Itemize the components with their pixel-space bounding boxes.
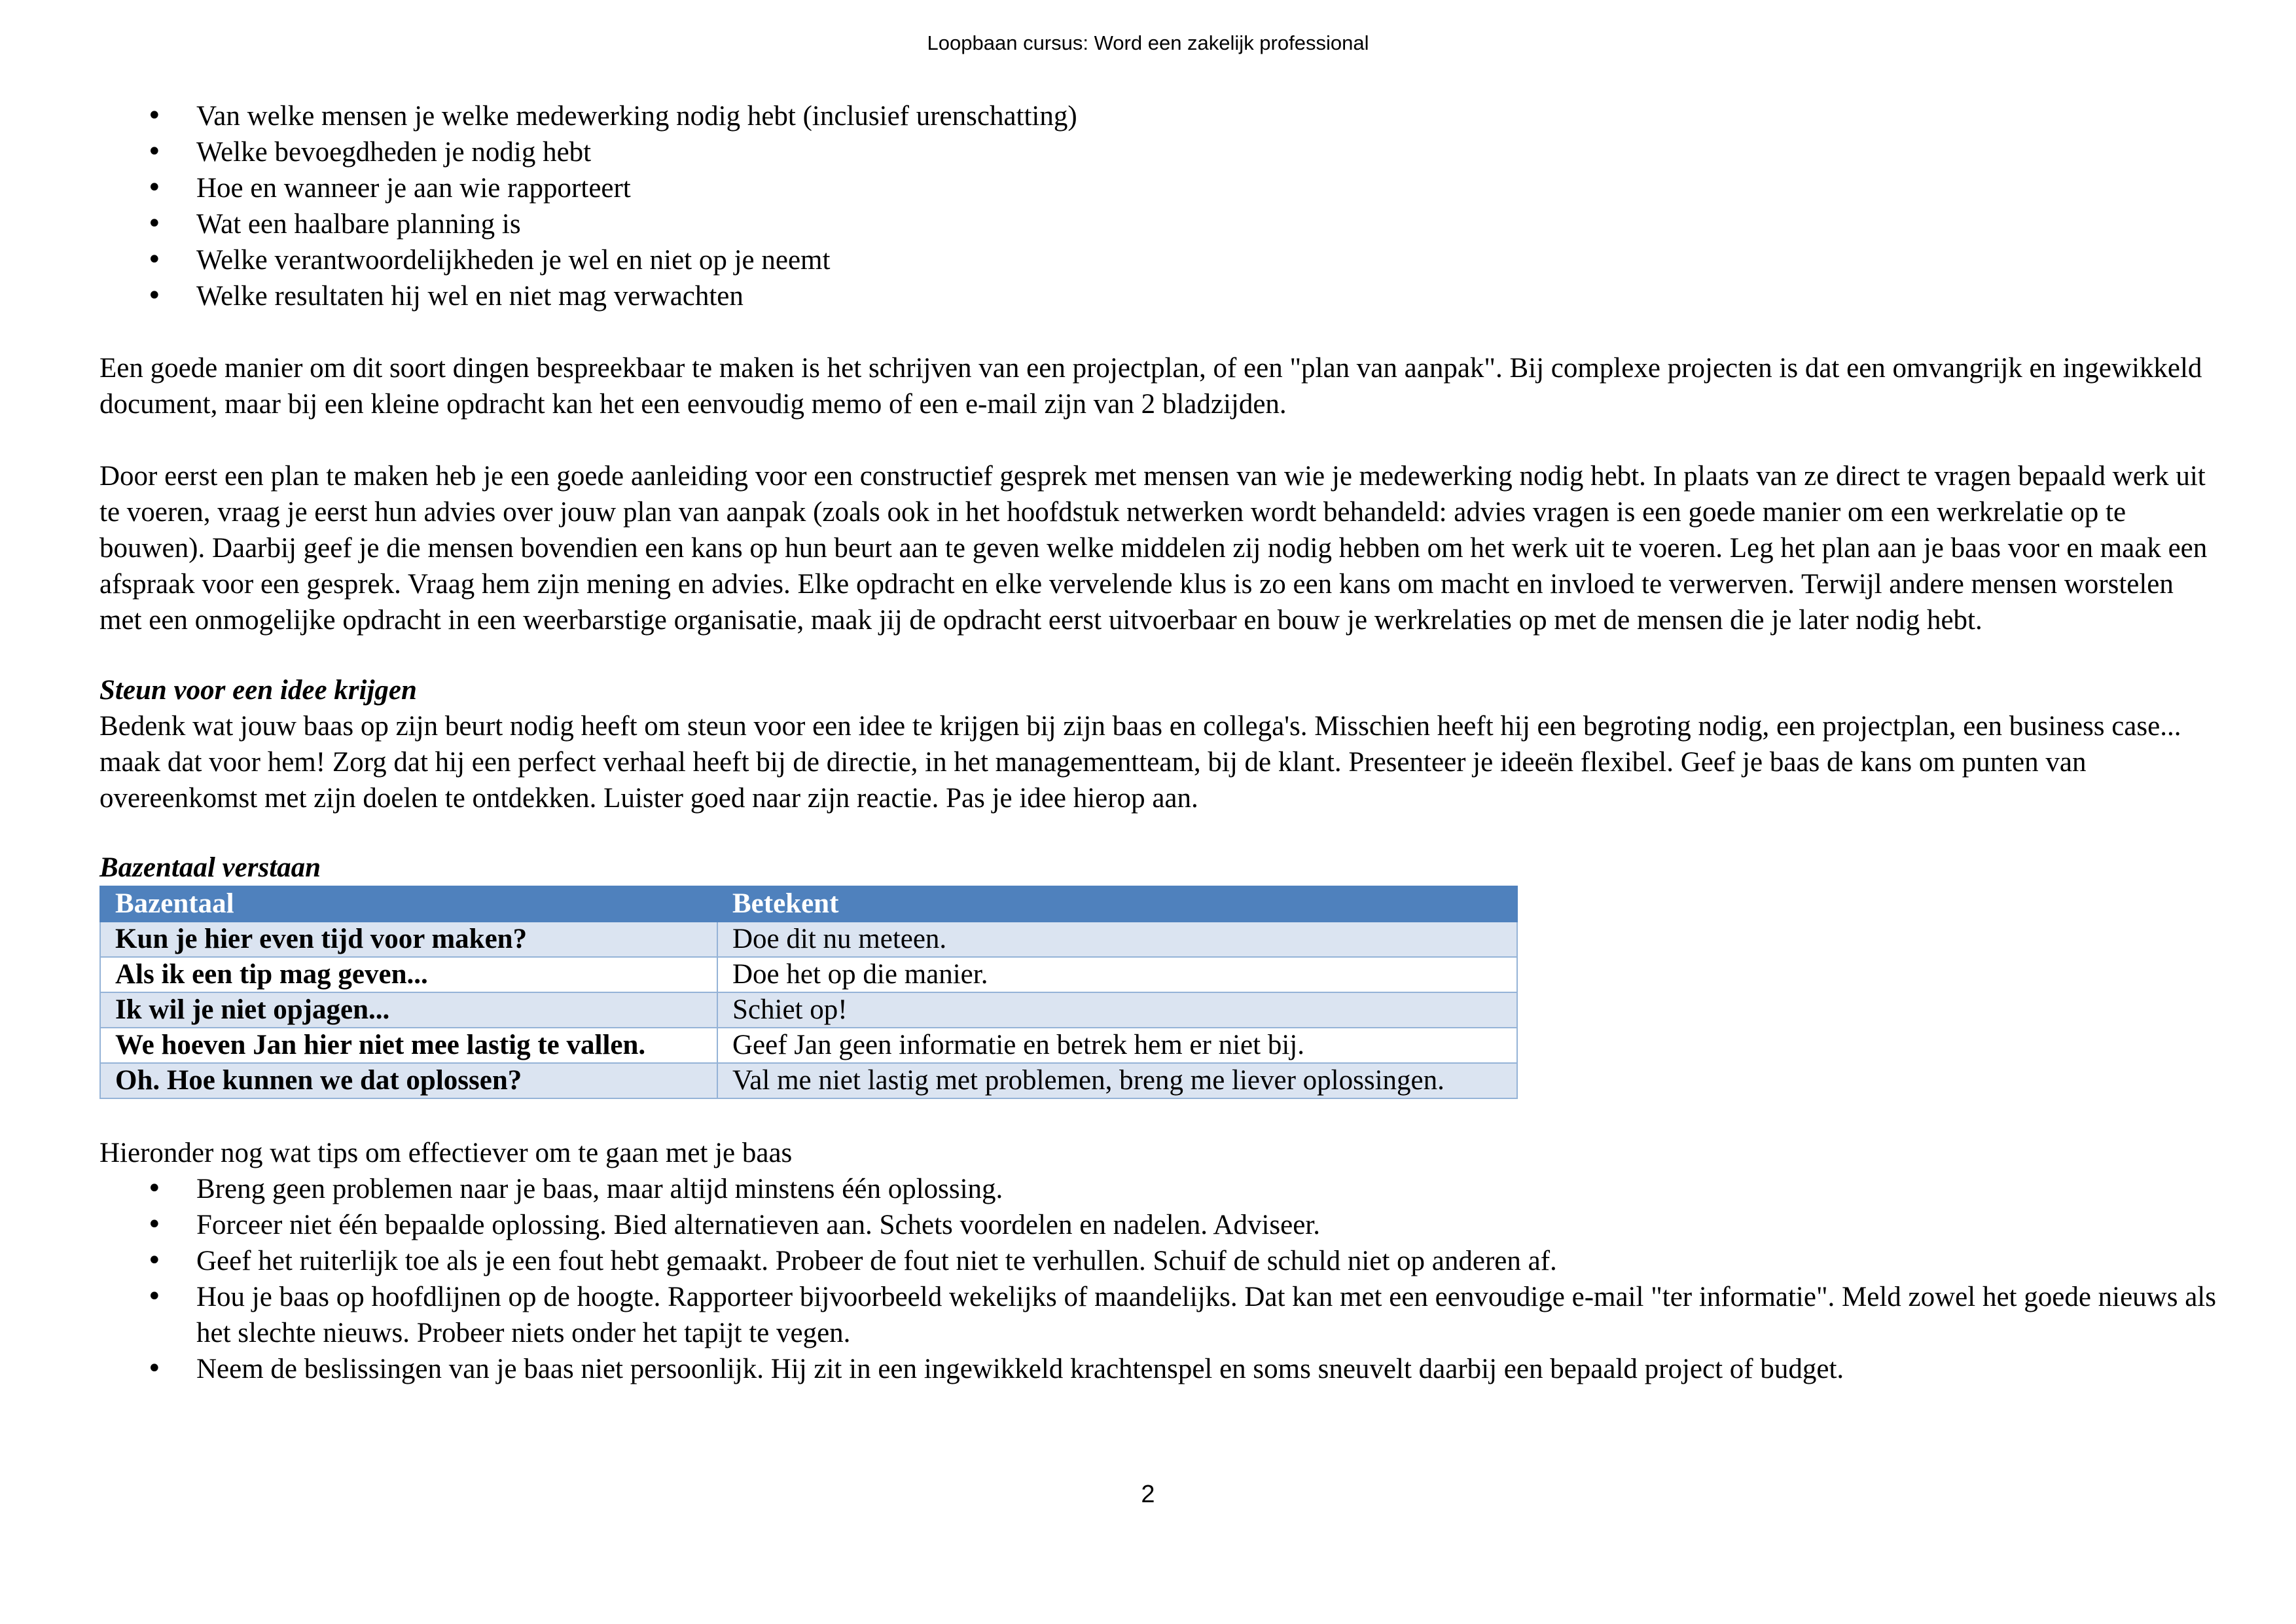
column-header: Betekent [717, 886, 1517, 922]
table-row [100, 957, 1517, 992]
paragraph-projectplan: Een goede manier om dit soort dingen bespreekbaar te maken is het schrijven van een projectplan, of een "plan van aanpak". Bij complexe projecten is dat een omvangrijk en ingewikkeld document, maar bij een kleine opdracht kan het een eenvoudig memo of een e-mail zijn van 2 bladzijden. [99, 353, 2202, 420]
list-item: • Breng geen problemen naar je baas, maar altijd minstens één oplossing. [99, 1171, 2220, 1207]
table-row [100, 922, 1517, 957]
meaning-cell: Doe dit nu meteen. [717, 922, 1517, 957]
list-item: • Welke resultaten hij wel en niet mag verwachten [99, 278, 2220, 314]
meaning-cell: Geef Jan geen informatie en betrek hem er niet bij. [717, 1028, 1517, 1063]
phrase-cell: Oh. Hoe kunnen we dat oplossen? [100, 1063, 717, 1098]
section-heading: Steun voor een idee krijgen [99, 675, 417, 706]
table-title: Bazentaal verstaan [99, 852, 321, 883]
phrase-cell: Als ik een tip mag geven... [100, 957, 717, 992]
meaning-cell: Doe het op die manier. [717, 957, 1517, 992]
list-item: • Welke verantwoordelijkheden je wel en niet op je neemt [99, 242, 2220, 278]
requirements-list [99, 98, 2220, 314]
list-item: • Hou je baas op hoofdlijnen op de hoogte. Rapporteer bijvoorbeeld wekelijks of maandelijks. Dat kan met een eenvoudige e-mail "ter informatie". Meld zowel het goede nieuws als het slechte nieuws. Probeer niets onder het tapijt te vegen. [99, 1279, 2220, 1351]
section-steun [99, 672, 2220, 816]
bazentaal-table [99, 886, 1518, 1099]
column-header: Bazentaal [100, 886, 717, 922]
paragraph-plan-first: Door eerst een plan te maken heb je een goede aanleiding voor een constructief gesprek met mensen van wie je medewerking nodig hebt. In plaats van ze direct te vragen bepaald werk uit te voeren, vraag je eerst hun advies over jouw plan van aanpak (zoals ook in het hoofdstuk netwerken wordt behandeld: advies vragen is een goede manier om een werkrelatie op te bouwen). Daarbij geef je die mensen bovendien een kans op hun beurt aan te geven welke middelen zij nodig hebben om het werk uit te voeren. Leg het plan aan je baas voor en maak een afspraak voor een gesprek. Vraag hem zijn mening en advies. Elke opdracht en elke vervelende klus is zo een kans om macht en invloed te verwerven. Terwijl andere mensen worstelen met een onmogelijke opdracht in een weerbarstige organisatie, maak jij de opdracht eerst uitvoerbaar en bouw je werkrelaties op met de mensen die je later nodig hebt. [99, 461, 2208, 636]
table-row [100, 992, 1517, 1028]
list-item: • Welke bevoegdheden je nodig hebt [99, 134, 2220, 170]
page-header: Loopbaan cursus: Word een zakelijk professional [927, 31, 1369, 54]
list-item: • Hoe en wanneer je aan wie rapporteert [99, 170, 2220, 206]
phrase-cell: We hoeven Jan hier niet mee lastig te vallen. [100, 1028, 717, 1063]
section-text: Bedenk wat jouw baas op zijn beurt nodig heeft om steun voor een idee te krijgen bij zijn baas en collega's. Misschien heeft hij een begroting nodig, een projectplan, een business case... maak dat voor hem! Zorg dat hij een perfect verhaal heeft bij de directie, in het managementteam, bij de klant. Presenteer je ideeën flexibel. Geef je baas de kans om punten van overeenkomst met zijn doelen te ontdekken. Luister goed naar zijn reactie. Pas je idee hierop aan. [99, 711, 2181, 814]
list-item: • Wat een haalbare planning is [99, 206, 2220, 242]
list-item: • Van welke mensen je welke medewerking nodig hebt (inclusief urenschatting) [99, 98, 2220, 134]
phrase-cell: Ik wil je niet opjagen... [100, 992, 717, 1028]
phrase-cell: Kun je hier even tijd voor maken? [100, 922, 717, 957]
meaning-cell: Val me niet lastig met problemen, breng me liever oplossingen. [717, 1063, 1517, 1098]
tips-intro: Hieronder nog wat tips om effectiever om te gaan met je baas [99, 1138, 793, 1168]
table-header-row [100, 886, 1517, 922]
table-row [100, 1063, 1517, 1098]
list-item: • Geef het ruiterlijk toe als je een fout hebt gemaakt. Probeer de fout niet te verhullen. Schuif de schuld niet op anderen af. [99, 1243, 2220, 1279]
list-item: • Forceer niet één bepaalde oplossing. Bied alternatieven aan. Schets voordelen en nadelen. Adviseer. [99, 1207, 2220, 1243]
meaning-cell: Schiet op! [717, 992, 1517, 1028]
table-row [100, 1028, 1517, 1063]
list-item: • Neem de beslissingen van je baas niet persoonlijk. Hij zit in een ingewikkeld krachtenspel en soms sneuvelt daarbij een bepaald project of budget. [99, 1351, 2220, 1387]
document-body [99, 98, 2220, 1387]
page-number: 2 [1141, 1481, 1155, 1508]
tips-list [99, 1171, 2220, 1387]
